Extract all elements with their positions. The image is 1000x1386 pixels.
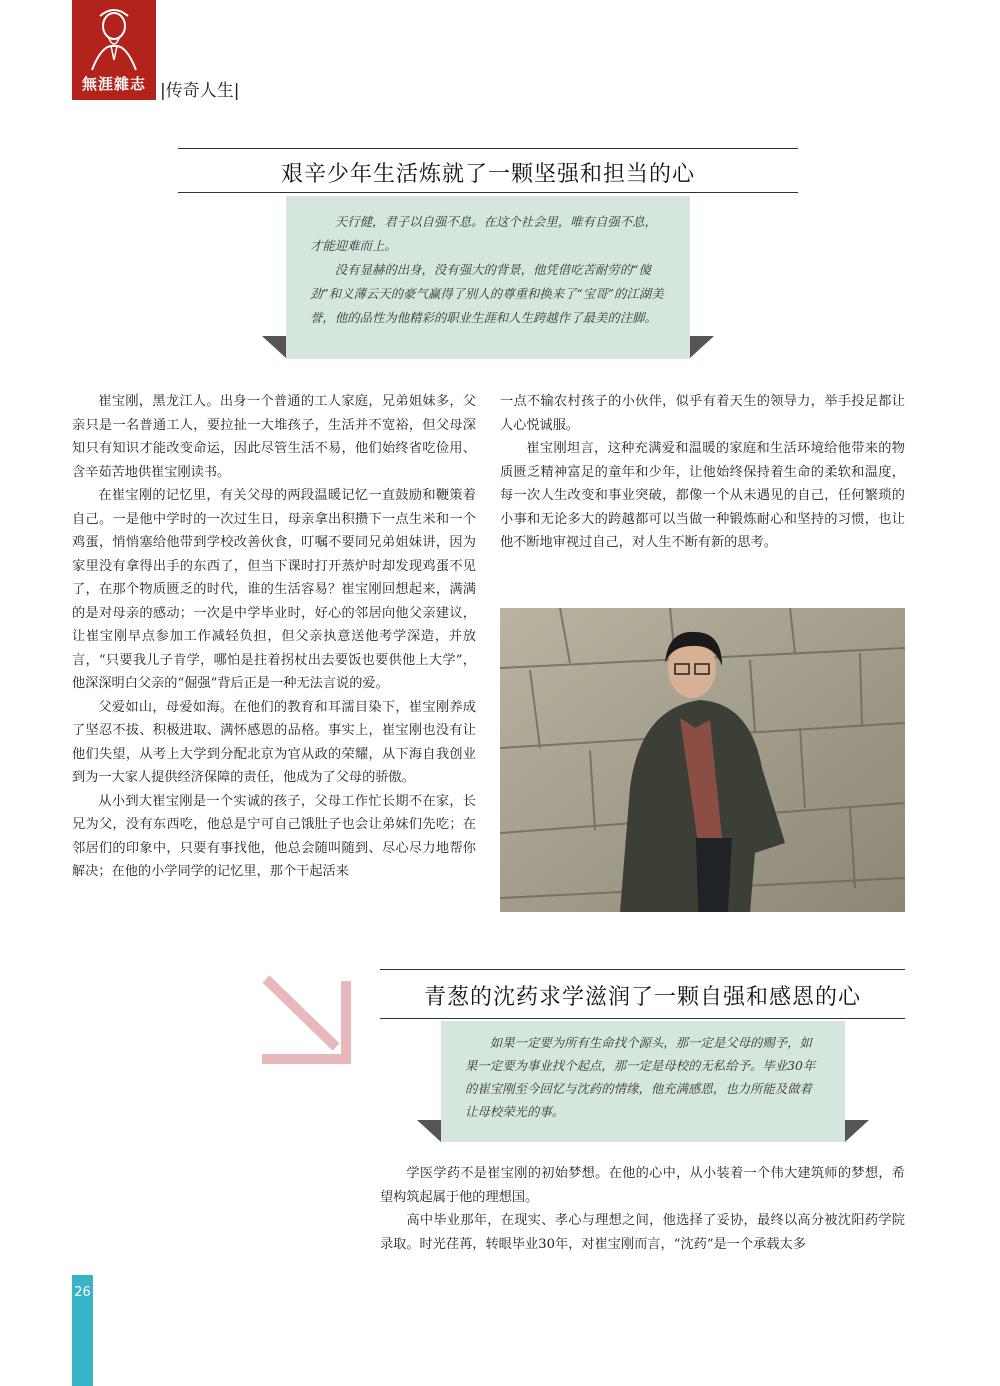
- section1-quote-box: [286, 196, 690, 359]
- quote-corner-left: [417, 1120, 441, 1142]
- magazine-logo: [72, 0, 156, 100]
- headline-rule-bottom: [380, 1018, 905, 1019]
- section1-right-column: [500, 390, 905, 555]
- logo-text: 無涯雜志: [81, 75, 146, 93]
- body-paragraph: 从小到大崔宝刚是一个实诚的孩子，父母工作忙长期不在家，长兄为父，没有东西吃，他总是宁可自己饿肚子也会让弟妹们先吃；在邻居们的印象中，只要有事找他，他总会随叫随到、尽心尽力地帮你解决；在他的小学同学的记忆里，那个干起活来: [72, 793, 476, 879]
- section2-body: [380, 1162, 905, 1256]
- section2-title: 青葱的沈药求学滋润了一颗自强和感恩的心: [423, 985, 861, 1010]
- arrow-down-right-icon: [258, 975, 354, 1067]
- body-paragraph: 高中毕业那年，在现实、孝心与理想之间，他选择了妥协，最终以高分被沈阳药学院录取。时光荏苒，转眼毕业30年，对崔宝刚而言，“沈药”是一个承载太多: [380, 1213, 905, 1252]
- section1-left-column: [72, 390, 476, 884]
- quote-corner-right: [690, 336, 714, 358]
- quote-corner-right: [845, 1120, 869, 1142]
- quote-paragraph: 天行健，君子以自强不息。在这个社会里，唯有自强不息，才能迎难而上。: [310, 214, 657, 253]
- section-label: |传奇人生|: [160, 81, 240, 101]
- headline-rule-top: [178, 148, 798, 149]
- page-number: 26: [74, 1285, 91, 1300]
- portrait-photo: [500, 608, 905, 912]
- scholar-portrait-icon: [82, 6, 146, 72]
- body-paragraph: 在崔宝刚的记忆里，有关父母的两段温暖记忆一直鼓励和鞭策着自己。一是他中学时的一次过生日，母亲拿出积攒下一点生米和一个鸡蛋，悄悄塞给他带到学校改善伙食，叮嘱不要同兄弟姐妹讲，因为家里没有拿得出手的东西了，但当下课时打开蒸炉时却发现鸡蛋不见了，在那个物质匮乏的时代，谁的生活容易？崔宝刚回想起来，满满的是对母亲的感动；一次是中学毕业时，好心的邻居向他父亲建议，让崔宝刚早点参加工作减轻负担，但父亲执意送他考学深造，并放言，“只要我儿子肯学，哪怕是拄着拐杖出去要饭也要供他上大学”，他深深明白父亲的“倔强”背后正是一种无法言说的爱。: [72, 488, 476, 691]
- body-paragraph: 一点不输农村孩子的小伙伴，似乎有着天生的领导力，举手投足都让人心悦诚服。: [500, 394, 905, 433]
- body-paragraph: 崔宝刚，黑龙江人。出身一个普通的工人家庭，兄弟姐妹多，父亲只是一名普通工人，要拉扯一大堆孩子，生活并不宽裕，但父母深知只有知识才能改变命运，因此尽管生活不易，他们始终省吃俭用、含辛茹苦地供崔宝刚读书。: [72, 394, 476, 480]
- section1-title: 艰辛少年生活炼就了一颗坚强和担当的心: [280, 162, 695, 187]
- headline-rule-top: [380, 969, 905, 970]
- quote-paragraph: 如果一定要为所有生命找个源头，那一定是父母的赐予，如果一定要为事业找个起点，那一定是母校的无私给予。毕业30年的崔宝刚至今回忆与沈药的情缘，他充满感恩，也力所能及做着让母校荣光的事。: [465, 1035, 816, 1119]
- body-paragraph: 崔宝刚坦言，这种充满爱和温暖的家庭和生活环境给他带来的物质匮乏精神富足的童年和少年，让他始终保持着生命的柔软和温度，每一次人生改变和事业突破，都像一个从未遇见的自己，任何繁琐的小事和无论多大的跨越都可以当做一种锻炼耐心和坚持的习惯，也让他不断地审视过自己，对人生不断有新的思考。: [500, 441, 905, 550]
- body-paragraph: 学医学药不是崔宝刚的初始梦想。在他的心中，从小装着一个伟大建筑师的梦想，希望构筑起属于他的理想国。: [380, 1166, 905, 1205]
- section2-quote-box: [441, 1021, 845, 1142]
- headline-rule-bottom: [178, 192, 798, 193]
- body-paragraph: 父爱如山，母爱如海。在他们的教育和耳濡目染下，崔宝刚养成了坚忍不拔、积极进取、满怀感恩的品格。事实上，崔宝刚也没有让他们失望，从考上大学到分配北京为官从政的荣耀，从下海自我创业到为一大家人提供经济保障的责任，他成为了父母的骄傲。: [72, 699, 476, 785]
- quote-paragraph: 没有显赫的出身，没有强大的背景，他凭借吃苦耐劳的“傻劲”和义薄云天的豪气赢得了别人的尊重和换来了“宝哥”的江湖美誉，他的品性为他精彩的职业生涯和人生跨越作了最美的注脚。: [310, 262, 664, 325]
- quote-corner-left: [262, 336, 286, 358]
